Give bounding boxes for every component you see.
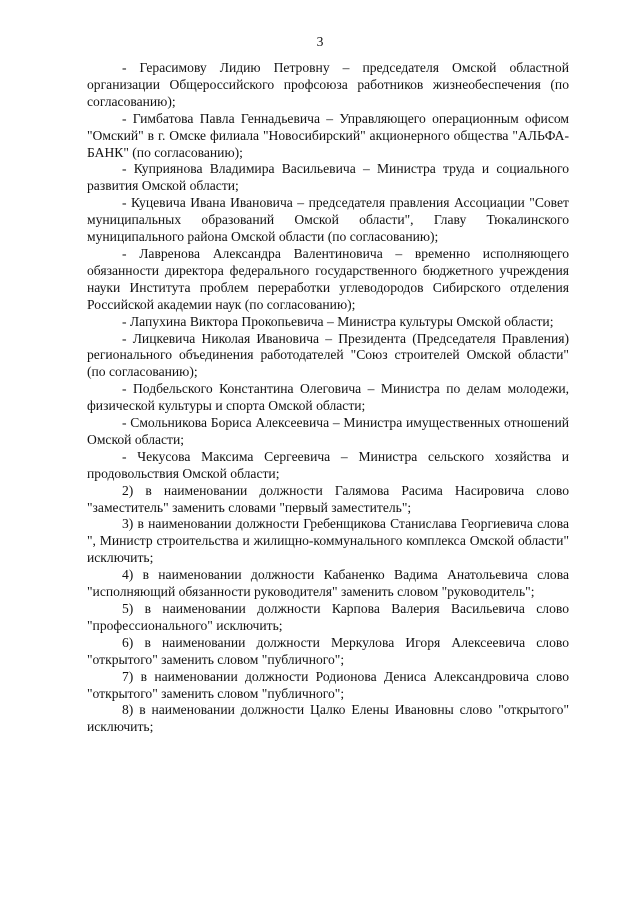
paragraph-item-7: 7) в наименовании должности Родионова Дениса Александровича слово "открытого" заменить словом "публичного"; [87,668,569,701]
paragraph-lavrenov: - Лавренова Александра Валентиновича – временно исполняющего обязанности директора федерального государственного бюджетного учреждения науки Института проблем переработки углеводородов Сибирского отделения Российской академии наук (по согласованию); [87,245,569,312]
paragraph-item-6: 6) в наименовании должности Меркулова Игоря Алексеевича слово "открытого" заменить словом "публичного"; [87,634,569,667]
paragraph-podbelsky: - Подбельского Константина Олеговича – Министра по делам молодежи, физической культуры и спорта Омской области; [87,381,569,414]
document-body [87,60,569,736]
paragraph-item-2: 2) в наименовании должности Галямова Расима Насировича слово "заместитель" заменить словами "первый заместитель"; [87,482,569,515]
paragraph-gerasimova: - Герасимову Лидию Петровну – председателя Омской областной организации Общероссийского профсоюза работников жизнеобеспечения (по согласованию); [87,60,569,109]
paragraph-litskevich: - Лицкевича Николая Ивановича – Президента (Председателя Правления) регионального объединения работодателей "Союз строителей Омской области" (по согласованию); [87,330,569,380]
paragraph-lapukhin: - Лапухина Виктора Прокопьевича – Министра культуры Омской области; [122,313,554,329]
paragraph-item-8: 8) в наименовании должности Цалко Елены Ивановны слово "открытого" исключить; [87,702,569,735]
paragraph-item-5: 5) в наименовании должности Карпова Валерия Васильевича слово "профессионального" исключить; [87,601,569,633]
paragraph-item-4: 4) в наименовании должности Кабаненко Вадима Анатольевича слова "исполняющий обязанности руководителя" заменить словом "руководитель"; [87,567,569,600]
paragraph-smolnikov: - Смольникова Бориса Алексеевича – Министра имущественных отношений Омской области; [87,415,569,447]
paragraph-item-3: 3) в наименовании должности Гребенщикова Станислава Георгиевича слова ", Министр строительства и жилищно-коммунального комплекса Омской области" исключить; [87,516,569,566]
paragraph-gimbatov: - Гимбатова Павла Геннадьевича – Управляющего операционным офисом "Омский" в г. Омске филиала "Новосибирский" акционерного общества "АЛЬФА-БАНК" (по согласованию); [87,110,569,160]
paragraph-kupriyanov: - Куприянова Владимира Васильевича – Министра труда и социального развития Омской области; [87,161,569,194]
paragraph-kutsevich: - Куцевича Ивана Ивановича – председателя правления Ассоциации "Совет муниципальных образований Омской области", Главу Тюкалинского муниципального района Омской области (по согласованию); [87,195,569,245]
paragraph-chekusov: - Чекусова Максима Сергеевича – Министра сельского хозяйства и продовольствия Омской области; [87,448,569,481]
page-number: 3 [316,34,324,49]
